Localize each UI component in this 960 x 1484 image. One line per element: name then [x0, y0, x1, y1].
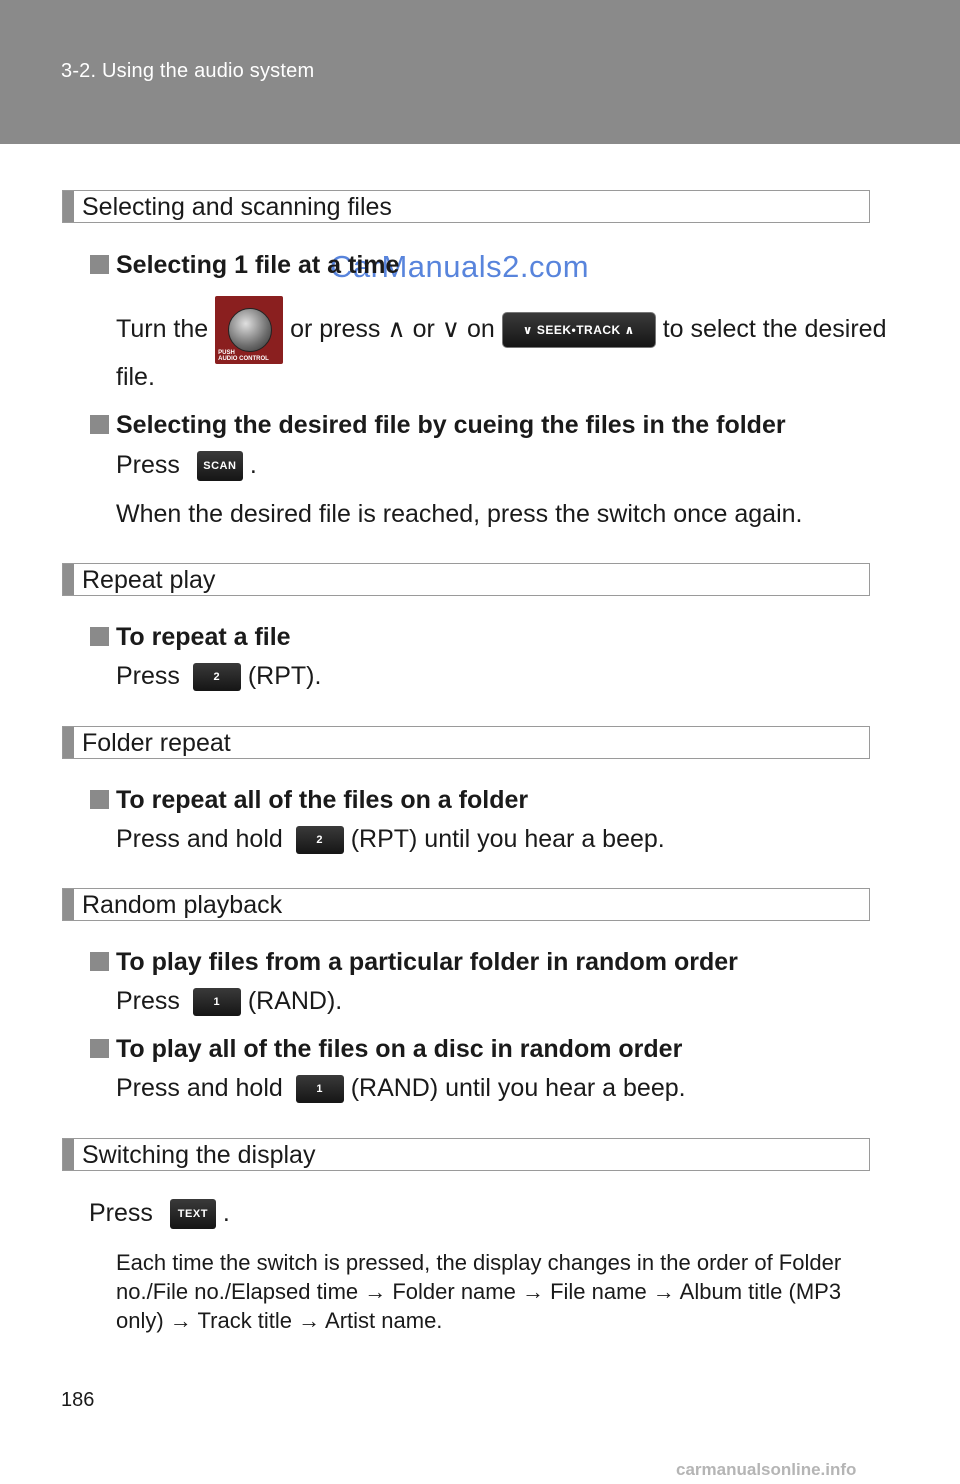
scan-button-icon: SCAN — [197, 451, 243, 481]
square-bullet-icon — [90, 790, 109, 809]
button-2-icon: 2 — [296, 826, 344, 854]
section-accent — [63, 564, 74, 595]
section-accent — [63, 1139, 74, 1170]
section-accent — [63, 727, 74, 758]
square-bullet-icon — [90, 1039, 109, 1058]
subhead-repeat-file: To repeat a file — [90, 623, 291, 652]
section-bar-random — [62, 888, 870, 921]
button-1-icon: 1 — [193, 988, 241, 1016]
press-rpt-line: Press 2 (RPT). — [116, 662, 322, 690]
section-bar-selecting — [62, 190, 870, 223]
section-accent — [63, 191, 74, 222]
turn-knob-line: Turn the PUSH AUDIO CONTROL or press ∧ or ∨ on ∨ SEEK•TRACK ∧ to select the desired — [116, 294, 886, 364]
tune-file-knob-icon: PUSH AUDIO CONTROL — [215, 296, 283, 364]
page-header — [0, 0, 960, 144]
button-2-icon: 2 — [193, 663, 241, 691]
subhead-random-folder: To play files from a particular folder in random order — [90, 948, 738, 977]
section-bar-repeat — [62, 563, 870, 596]
header-section-title: 3-2. Using the audio system — [61, 60, 315, 82]
square-bullet-icon — [90, 255, 109, 274]
square-bullet-icon — [90, 627, 109, 646]
when-reached-text: When the desired file is reached, press the switch once again. — [116, 500, 803, 528]
section-title: Switching the display — [82, 1141, 316, 1169]
section-bar-display — [62, 1138, 870, 1171]
subhead-random-disc: To play all of the files on a disc in random order — [90, 1035, 682, 1064]
file-text: file. — [116, 363, 155, 391]
section-title: Repeat play — [82, 566, 216, 594]
square-bullet-icon — [90, 415, 109, 434]
section-title: Folder repeat — [82, 729, 231, 757]
section-title: Selecting and scanning files — [82, 193, 392, 221]
display-order-note: Each time the switch is pressed, the display changes in the order of Folder no./File no./Elapsed time → Folder name → File name → Album title (MP3 only) → Track title → Artist name. — [116, 1250, 842, 1333]
press-text-line: Press TEXT . — [89, 1199, 230, 1229]
section-accent — [63, 889, 74, 920]
subhead-select-one: Selecting 1 file at a time — [90, 251, 399, 280]
press-scan-line: Press SCAN . — [116, 451, 257, 481]
footer-watermark: carmanualsonline.info — [676, 1460, 857, 1479]
page-number: 186 — [61, 1389, 95, 1411]
watermark-logo: CarManuals2.com — [330, 249, 590, 284]
seek-track-button-icon: ∨ SEEK•TRACK ∧ — [502, 312, 656, 348]
text-button-icon: TEXT — [170, 1199, 216, 1229]
press-hold-rpt-line: Press and hold 2 (RPT) until you hear a beep. — [116, 825, 665, 853]
subhead-cueing: Selecting the desired file by cueing the files in the folder — [90, 411, 786, 440]
press-rand-line: Press 1 (RAND). — [116, 987, 343, 1015]
section-bar-folder — [62, 726, 870, 759]
square-bullet-icon — [90, 952, 109, 971]
subhead-repeat-folder: To repeat all of the files on a folder — [90, 786, 528, 815]
button-1-icon: 1 — [296, 1075, 344, 1103]
section-title: Random playback — [82, 891, 283, 919]
press-hold-rand-line: Press and hold 1 (RAND) until you hear a beep. — [116, 1074, 686, 1102]
